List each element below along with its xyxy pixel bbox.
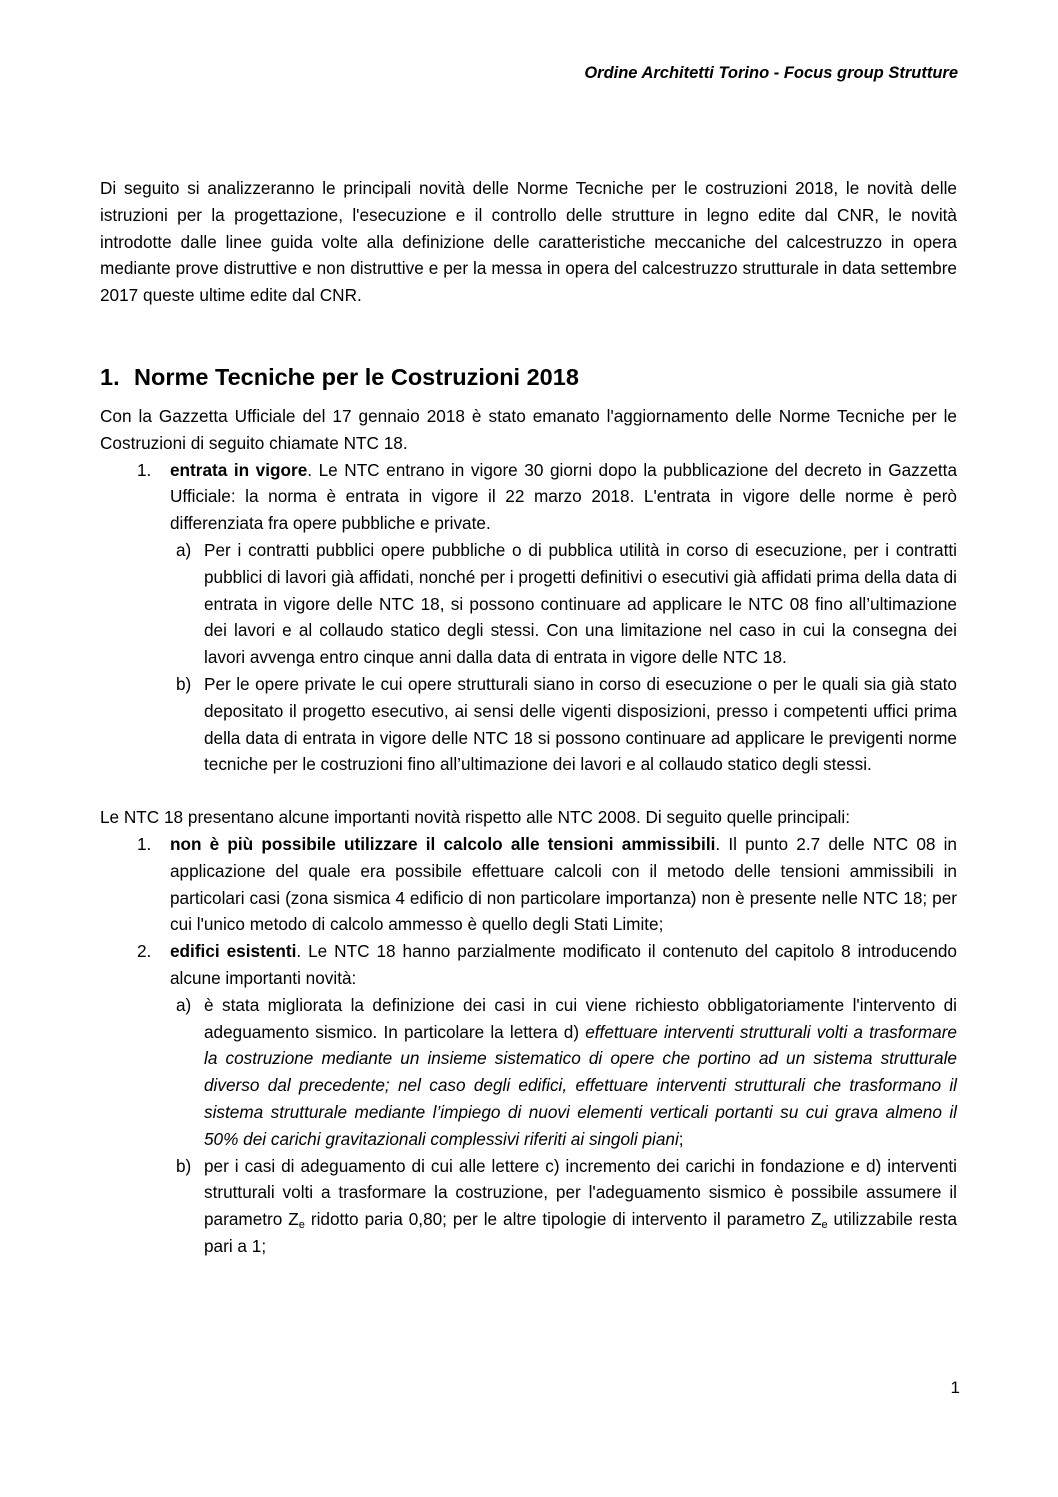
intro-paragraph: Di seguito si analizzeranno le principali novità delle Norme Tecniche per le costruzioni 2018, le novità delle istruzioni per la progettazione, l'esecuzione e il controllo delle strutture in legno edite dal CNR, le novità introdotte dalle linee guida volte alla definizione delle caratteristiche meccaniche del calcestruzzo in opera mediante prove distruttive e non distruttive e per la messa in opera del calcestruzzo strutturale in data settembre 2017 queste ultime edite dal CNR. [100, 178, 957, 306]
section-paragraph: Con la Gazzetta Ufficiale del 17 gennaio 2018 è stato emanato l'aggiornamento delle Norme Tecniche per le Costruzioni di seguito chiamate NTC 18. [100, 405, 957, 453]
list-marker: b) [176, 1155, 192, 1176]
list-item: 1. non è più possibile utilizzare il calcolo alle tensioni ammissibili. Il punto 2.7 delle NTC 08 in applicazione del quale era possibile effettuare calcoli con il metodo delle tensioni ammissibili in particolari casi (zona sismica 4 edificio di non particolare importanza) non è presente nelle NTC 18; per cui l'unico metodo di calcolo ammesso è quello degli Stati Limite; [100, 831, 957, 938]
sub-list-item: b) per i casi di adeguamento di cui alle lettere c) incremento dei carichi in fondazione e d) interventi strutturali volti a trasformare la costruzione, per l'adeguamento sismico è possibile assumere il parametro $Z_e$ ridotto paria 0,80; per le altre tipologie di intervento il parametro $Z_e$ utilizzabile resta pari a 1; [170, 1153, 957, 1260]
list-marker: 1. [137, 459, 152, 480]
list-marker: a) [176, 994, 192, 1015]
sub-list-item: a) Per i contratti pubblici opere pubbliche o di pubblica utilità in corso di esecuzione, per i contratti pubblici di lavori già affidati, nonché per i progetti definitivi o esecutivi già affidati prima della data di entrata in vigore delle NTC 18, si possono continuare ad applicare le NTC 08 fino all’ultimazione dei lavori e al collaudo statico degli stessi. Con una limitazione nel caso in cui la consegna dei lavori avvenga entro cinque anni dalla data di entrata in vigore delle NTC 18. [170, 537, 957, 671]
sub-list-item: b) Per le opere private le cui opere strutturali siano in corso di esecuzione o per le quali sia già stato depositato il progetto esecutivo, ai sensi delle vigenti disposizioni, presso i competenti uffici prima della data di entrata in vigore delle NTC 18 si possono continuare ad applicare le previgenti norme tecniche per le costruzioni fino all’ultimazione dei lavori e al collaudo statico degli stessi. [170, 671, 957, 778]
item-lead: non è più possibile utilizzare il calcolo alle tensioni ammissibili [170, 833, 716, 854]
section-title: Norme Tecniche per le Costruzioni 2018 [134, 363, 579, 390]
item-lead: edifici esistenti [170, 941, 297, 962]
list-marker: a) [176, 539, 192, 560]
page-number: 1 [950, 1378, 960, 1397]
sub-list-item: a) è stata migliorata la definizione dei casi in cui viene richiesto obbligatoriamente l'intervento di adeguamento sismico. In particolare la lettera d) effettuare interventi strutturali volti a trasformare la costruzione mediante un insieme sistematico di opere che portino ad un sistema strutturale diverso dal precedente; nel caso degli edifici, effettuare interventi strutturali che trasformano il sistema strutturale mediante l’impiego di nuovi elementi verticali portanti su cui grava almeno il 50% dei carichi gravitazionali complessivi riferiti ai singoli piani; [170, 992, 957, 1153]
parameter-symbol: $Z_e$ [288, 1209, 305, 1232]
quoted-norm-text: effettuare interventi strutturali volti a trasformare la costruzione mediante un insieme sistematico di opere che portino ad un sistema strutturale diverso dal precedente; nel caso degli edifici, effettuare interventi strutturali che trasformano il sistema strutturale mediante l’impiego di nuovi elementi verticali portanti su cui grava almeno il 50% dei carichi gravitazionali complessivi riferiti ai singoli piani [204, 1021, 957, 1149]
section-heading [100, 361, 957, 393]
page-content [100, 175, 957, 1260]
list-marker: 1. [137, 833, 152, 854]
list-marker: b) [176, 673, 192, 694]
list-item: 1. entrata in vigore. Le NTC entrano in vigore 30 giorni dopo la pubblicazione del decreto in Gazzetta Ufficiale: la norma è entrata in vigore il 22 marzo 2018. L'entrata in vigore delle norme è però differenziata fra opere pubbliche e private. a) Per i contratti pubblici opere pubbliche o di pubblica utilità in corso di esecuzione, per i contratti pubblici di lavori già affidati, nonché per i progetti definitivi o esecutivi già affidati prima della data di entrata in vigore delle NTC 18, si possono continuare ad applicare le NTC 08 fino all’ultimazione dei lavori e al collaudo statico degli stessi. Con una limitazione nel caso in cui la consegna dei lavori avvenga entro cinque anni dalla data di entrata in vigore delle NTC 18. b) Per le opere private le cui opere strutturali siano in corso di esecuzione o per le quali sia già stato depositato il progetto esecutivo, ai sensi delle vigenti disposizioni, presso i competenti uffici prima della data di entrata in vigore delle NTC 18 si possono continuare ad applicare le previgenti norme tecniche per le costruzioni fino all’ultimazione dei lavori e al collaudo statico degli stessi. [100, 457, 957, 779]
parameter-symbol: $Z_e$ [810, 1209, 828, 1232]
running-header: Ordine Architetti Torino - Focus group Strutture [584, 64, 958, 82]
novelties-list [100, 831, 957, 1260]
item-lead: entrata in vigore [170, 459, 308, 480]
list-item: 2. edifici esistenti. Le NTC 18 hanno parzialmente modificato il contenuto del capitolo 8 introducendo alcune importanti novità: a) è stata migliorata la definizione dei casi in cui viene richiesto obbligatoriamente l'intervento di adeguamento sismico. In particolare la lettera d) effettuare interventi strutturali volti a trasformare la costruzione mediante un insieme sistematico di opere che portino ad un sistema strutturale diverso dal precedente; nel caso degli edifici, effettuare interventi strutturali che trasformano il sistema strutturale mediante l’impiego di nuovi elementi verticali portanti su cui grava almeno il 50% dei carichi gravitazionali complessivi riferiti ai singoli piani; b) per i casi di adeguamento di cui alle lettere c) incremento dei carichi in fondazione e d) interventi strutturali volti a trasformare la costruzione, per l'adeguamento sismico è possibile assumere il parametro $Z_e$ ridotto paria 0,80; per le altre tipologie di intervento il parametro $Z_e$ utilizzabile resta pari a 1; [100, 938, 957, 1260]
entry-into-force-list [100, 457, 957, 779]
section-paragraph: Le NTC 18 presentano alcune importanti novità rispetto alle NTC 2008. Di seguito quelle principali: [100, 807, 850, 828]
section-number: 1. [100, 363, 120, 390]
list-marker: 2. [137, 941, 152, 962]
